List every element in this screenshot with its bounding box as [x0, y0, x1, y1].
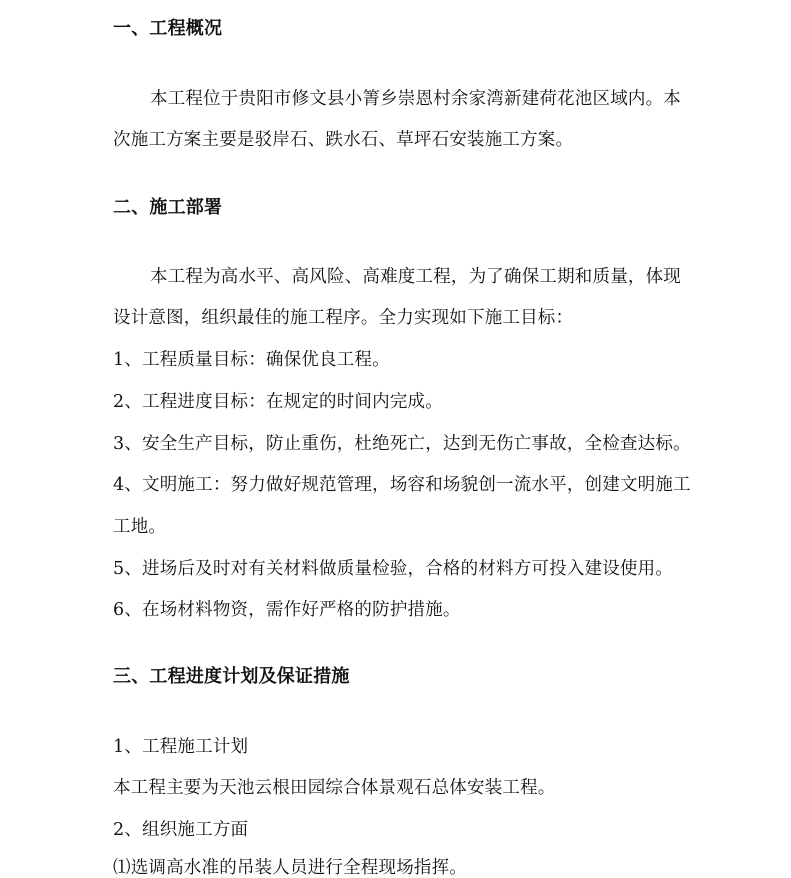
list-item: 2、工程进度目标：在规定的时间内完成。 [113, 392, 443, 412]
paragraph-line: 本工程主要为天池云根田园综合体景观石总体安装工程。 [113, 778, 556, 798]
paragraph-line: 本工程为高水平、高风险、高难度工程，为了确保工期和质量，体现 [150, 267, 681, 287]
subheading: 1、工程施工计划 [113, 737, 249, 757]
section-heading-overview: 一、工程概况 [113, 18, 223, 39]
section-heading-schedule: 三、工程进度计划及保证措施 [113, 666, 350, 687]
list-item: 4、文明施工：努力做好规范管理，场容和场貌创一流水平，创建文明施工 [113, 475, 691, 495]
list-item: 5、进场后及时对有关材料做质量检验，合格的材料方可投入建设使用。 [113, 559, 674, 579]
list-item: 1、工程质量目标：确保优良工程。 [113, 350, 390, 370]
paragraph-line: 设计意图，组织最佳的施工程序。全力实现如下施工目标： [113, 308, 574, 328]
list-item: 6、在场材料物资，需作好严格的防护措施。 [113, 600, 461, 620]
list-item: 3、安全生产目标，防止重伤，杜绝死亡，达到无伤亡事故，全检查达标。 [113, 434, 691, 454]
paragraph-line: ⑴选调高水准的吊装人员进行全程现场指挥。 [113, 858, 467, 878]
paragraph-line: 本工程位于贵阳市修文县小箐乡崇恩村余家湾新建荷花池区域内。本 [150, 89, 681, 109]
section-heading-deployment: 二、施工部署 [113, 197, 223, 218]
list-item-continuation: 工地。 [113, 517, 167, 537]
subheading: 2、组织施工方面 [113, 820, 249, 840]
paragraph-line: 次施工方案主要是驳岸石、跌水石、草坪石安装施工方案。 [113, 130, 574, 150]
